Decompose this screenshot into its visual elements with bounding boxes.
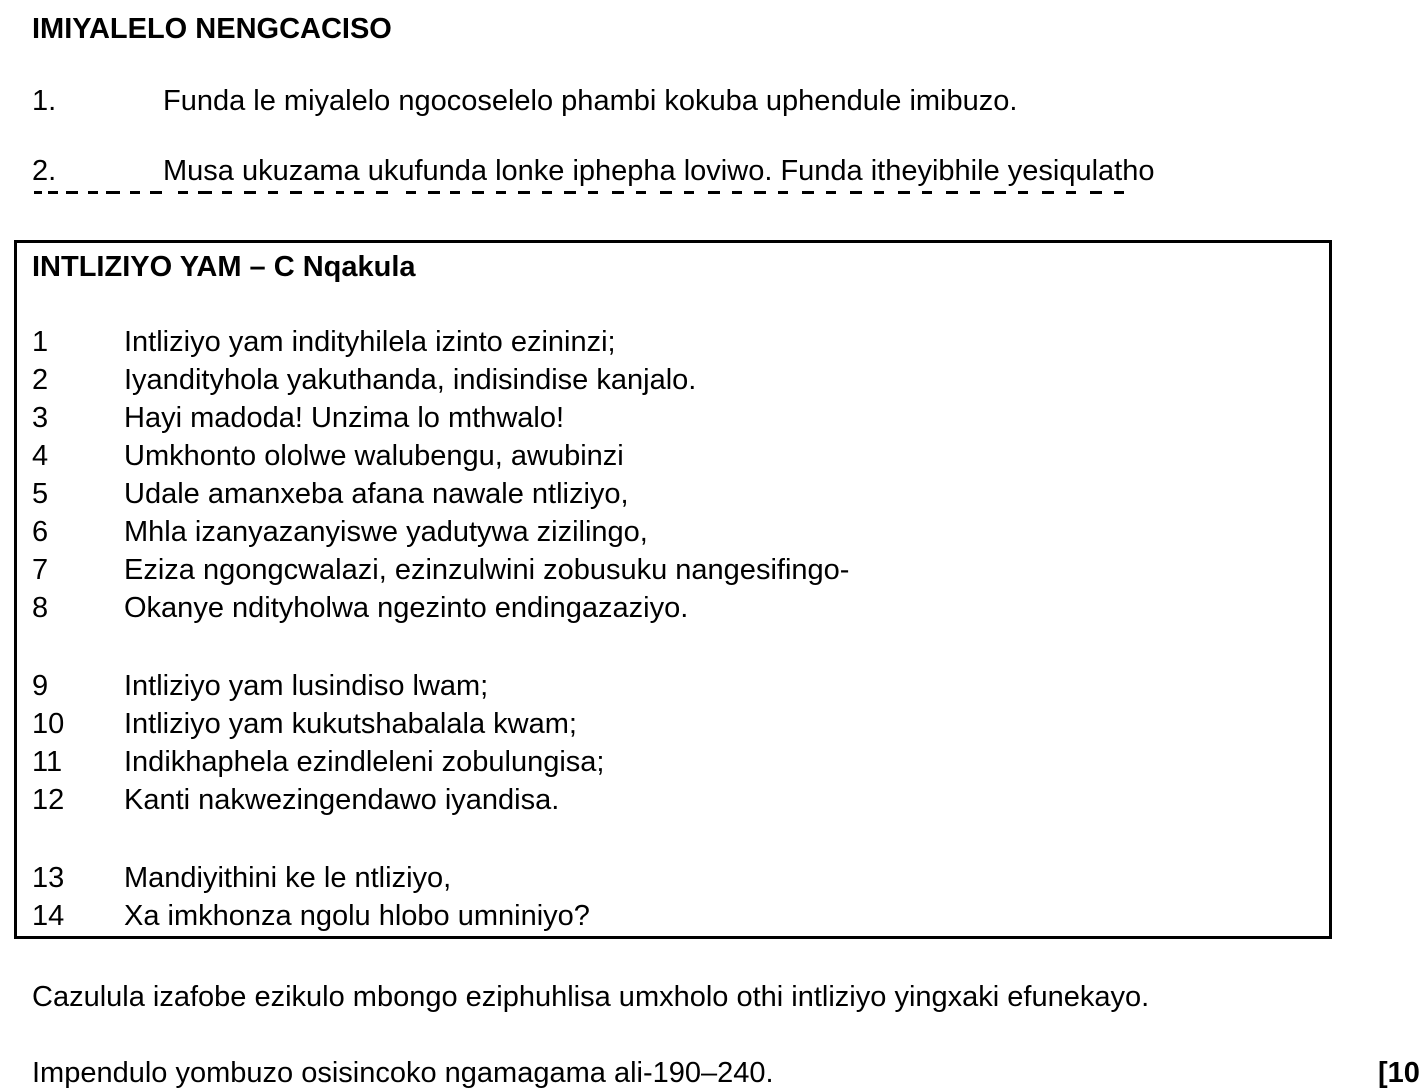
line-text: Iyandityhola yakuthanda, indisindise kanjalo. bbox=[124, 364, 697, 396]
instruction-text: Musa ukuzama ukufunda lonke iphepha loviwo. Funda itheyibhile yesiqulatho bbox=[163, 155, 1155, 187]
poem-line bbox=[32, 399, 564, 437]
poem-line bbox=[32, 475, 629, 513]
line-number: 1 bbox=[32, 326, 49, 358]
line-number: 11 bbox=[32, 746, 63, 778]
line-number: 9 bbox=[32, 670, 49, 702]
line-text: Mandiyithini ke le ntliziyo, bbox=[124, 862, 452, 894]
line-text: Mhla izanyazanyiswe yadutywa zizilingo, bbox=[124, 516, 648, 548]
instruction-number: 2. bbox=[32, 155, 57, 187]
poem-line bbox=[32, 897, 590, 935]
line-number: 8 bbox=[32, 592, 49, 624]
poem-box bbox=[14, 240, 1332, 939]
poem-title: INTLIZIYO YAM – C Nqakula bbox=[32, 251, 416, 283]
clipped-text-line bbox=[32, 181, 1332, 198]
instruction-number: 1. bbox=[32, 85, 57, 117]
poem-line bbox=[32, 743, 604, 781]
poem-line bbox=[32, 513, 648, 551]
line-number: 13 bbox=[32, 862, 65, 894]
line-text: Hayi madoda! Unzima lo mthwalo! bbox=[124, 402, 565, 434]
poem-line bbox=[32, 781, 559, 819]
line-text: Udale amanxeba afana nawale ntliziyo, bbox=[124, 478, 629, 510]
poem-line bbox=[32, 437, 624, 475]
line-number: 10 bbox=[32, 708, 65, 740]
line-text: Okanye ndityholwa ngezinto endingazaziyo. bbox=[124, 592, 689, 624]
instruction-item bbox=[32, 82, 1017, 120]
line-text: Indikhaphela ezindleleni zobulungisa; bbox=[124, 746, 605, 778]
line-number: 3 bbox=[32, 402, 49, 434]
line-number: 14 bbox=[32, 900, 65, 932]
word-count-instruction: Impendulo yombuzo osisincoko ngamagama ali-190–240. bbox=[32, 1057, 774, 1089]
line-number: 5 bbox=[32, 478, 49, 510]
page-heading: IMIYALELO NENGCACISO bbox=[32, 13, 392, 45]
marks-label: [10 bbox=[1378, 1057, 1420, 1089]
poem-line bbox=[32, 589, 688, 627]
instruction-text: Funda le miyalelo ngocoselelo phambi kokuba uphendule imibuzo. bbox=[163, 85, 1018, 117]
question-text: Cazulula izafobe ezikulo mbongo eziphuhlisa umxholo othi intliziyo yingxaki efunekayo. bbox=[32, 981, 1150, 1013]
line-text: Intliziyo yam lusindiso lwam; bbox=[124, 670, 489, 702]
poem-line bbox=[32, 361, 696, 399]
poem-line bbox=[32, 551, 849, 589]
line-text: Intliziyo yam kukutshabalala kwam; bbox=[124, 708, 577, 740]
line-number: 12 bbox=[32, 784, 65, 816]
line-text: Kanti nakwezingendawo iyandisa. bbox=[124, 784, 560, 816]
poem-line bbox=[32, 705, 577, 743]
poem-line bbox=[32, 323, 616, 361]
poem-line bbox=[32, 859, 451, 897]
line-text: Eziza ngongcwalazi, ezinzulwini zobusuku nangesifingo- bbox=[124, 554, 850, 586]
line-text: Umkhonto ololwe walubengu, awubinzi bbox=[124, 440, 624, 472]
line-text: Xa imkhonza ngolu hlobo umniniyo? bbox=[124, 900, 590, 932]
line-text: Intliziyo yam indityhilela izinto ezininzi; bbox=[124, 326, 616, 358]
line-number: 6 bbox=[32, 516, 49, 548]
clipped-glyph-tops bbox=[32, 181, 1332, 198]
line-number: 4 bbox=[32, 440, 49, 472]
line-number: 2 bbox=[32, 364, 49, 396]
poem-line bbox=[32, 667, 488, 705]
line-number: 7 bbox=[32, 554, 49, 586]
